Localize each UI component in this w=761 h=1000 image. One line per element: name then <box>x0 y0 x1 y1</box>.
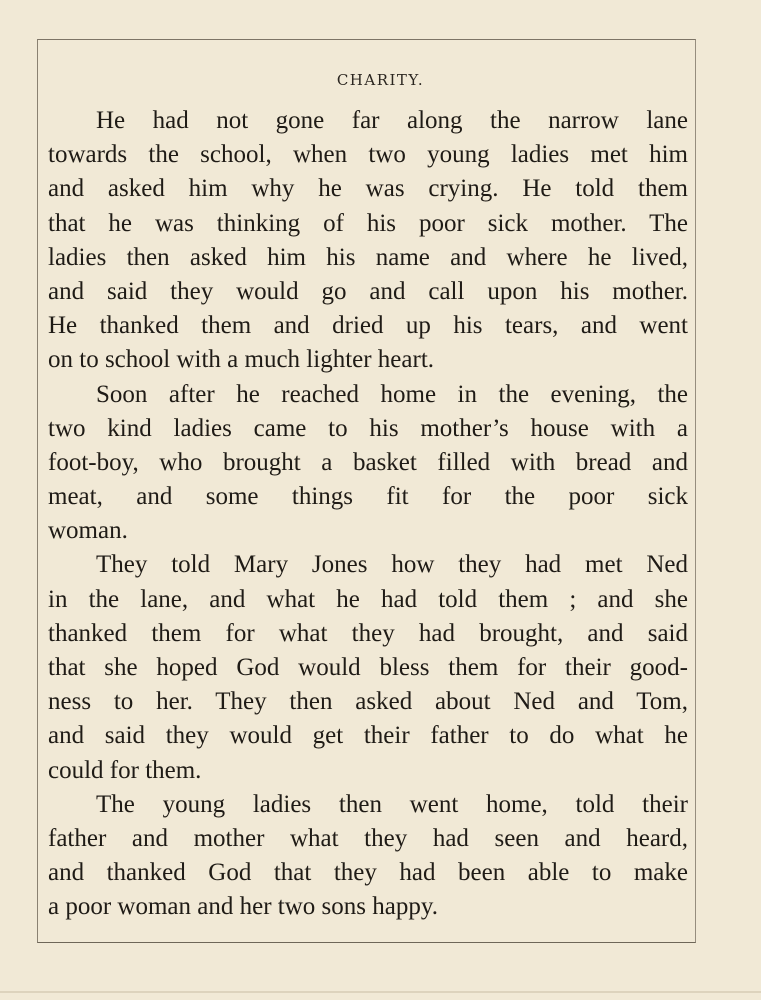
paragraph-4 <box>48 788 688 925</box>
text-line: and said they would go and call upon his mother. <box>48 277 688 305</box>
text-line: and thanked God that they had been able to make <box>48 859 688 887</box>
page-edge-rule <box>0 991 761 993</box>
text-line: He thanked them and dried up his tears, and went <box>48 312 688 340</box>
text-line: and said they would get their father to do what he <box>48 722 688 750</box>
text-line: ladies then asked him his name and where he lived, <box>48 243 688 271</box>
running-heading: CHARITY. <box>336 71 425 89</box>
text-line: that he was thinking of his poor sick mother. The <box>48 209 688 237</box>
text-line: in the lane, and what he had told them ; and she <box>48 585 688 613</box>
text-line: woman. <box>48 517 128 545</box>
paragraph-2 <box>48 378 688 549</box>
text-line: a poor woman and her two sons happy. <box>48 893 438 921</box>
text-line: father and mother what they had seen and heard, <box>48 824 688 852</box>
text-line: could for them. <box>48 756 202 784</box>
text-line: Soon after he reached home in the evening, the <box>96 380 688 408</box>
text-line: on to school with a much lighter heart. <box>48 346 435 374</box>
text-line: towards the school, when two young ladies met him <box>48 141 688 169</box>
text-line: They told Mary Jones how they had met Ned <box>96 551 688 579</box>
text-line: The young ladies then went home, told their <box>96 790 688 818</box>
text-line: He had not gone far along the narrow lane <box>96 107 688 134</box>
text-line: ness to her. They then asked about Ned and Tom, <box>48 688 688 716</box>
text-line: and asked him why he was crying. He told them <box>48 175 688 203</box>
text-line: foot-boy, who brought a basket filled with bread and <box>48 448 688 476</box>
text-line: thanked them for what they had brought, and said <box>48 619 688 647</box>
body-text <box>48 104 688 925</box>
text-line: two kind ladies came to his mother’s house with a <box>48 414 688 442</box>
paragraph-1 <box>48 104 688 378</box>
paragraph-3 <box>48 548 688 787</box>
text-line: meat, and some things fit for the poor sick <box>48 483 688 511</box>
text-line: that she hoped God would bless them for their good- <box>48 654 688 681</box>
